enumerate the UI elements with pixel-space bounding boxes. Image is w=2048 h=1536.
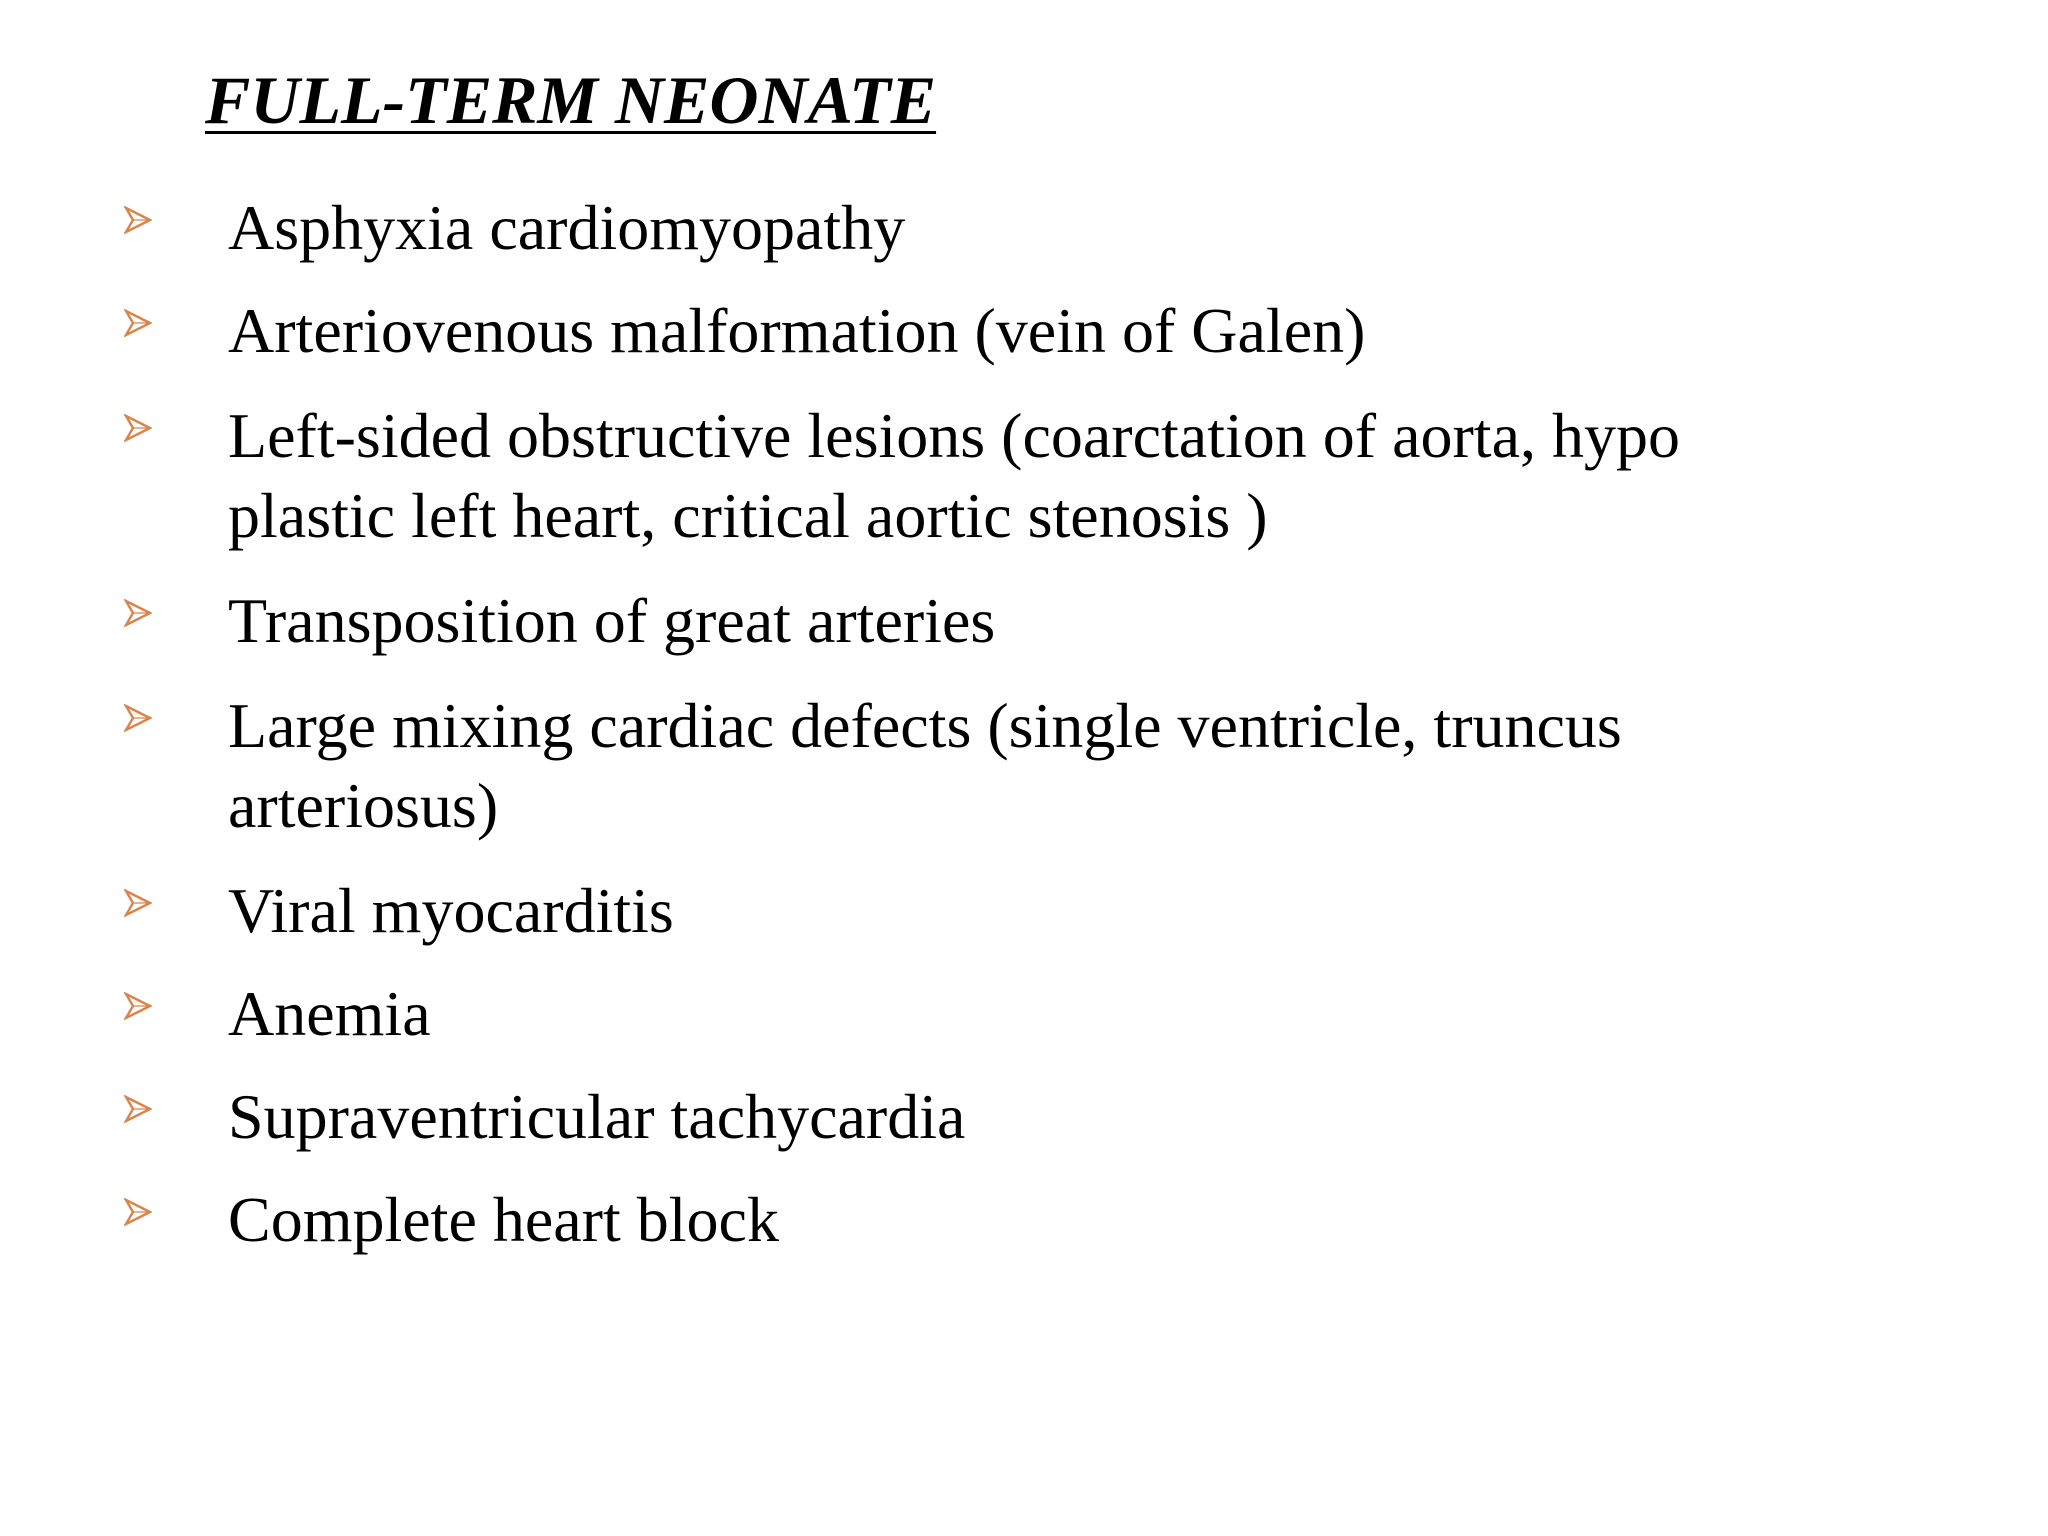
list-item-text (228, 974, 1828, 1054)
arrowhead-bullet-icon (124, 309, 156, 341)
list-item-line: Supraventricular tachycardia (228, 1081, 966, 1152)
list-item-text (228, 291, 1828, 371)
arrowhead-bullet-icon (124, 1198, 156, 1230)
arrowhead-bullet-icon (124, 992, 156, 1024)
arrowhead-bullet-icon (124, 889, 156, 921)
list-item-text (228, 686, 1828, 846)
list-item-text (228, 871, 1828, 951)
list-item-text (228, 581, 1828, 661)
list-item-line: Large mixing cardiac defects (single ventricle, truncus (228, 690, 1622, 761)
list-item-text (228, 188, 1828, 268)
list-item-line: arteriosus) (228, 770, 499, 841)
list-item-line: plastic left heart, critical aortic stenosis ) (228, 480, 1268, 551)
arrowhead-bullet-icon (124, 599, 156, 631)
list-item-line: Viral myocarditis (228, 875, 674, 946)
arrowhead-bullet-icon (124, 414, 156, 446)
list-item-text (228, 396, 1828, 556)
list-item-line: Anemia (228, 978, 431, 1049)
list-item-line: Asphyxia cardiomyopathy (228, 192, 906, 263)
arrowhead-bullet-icon (124, 206, 156, 238)
list-item-line: Transposition of great arteries (228, 585, 996, 656)
list-item-text (228, 1180, 1828, 1260)
arrowhead-bullet-icon (124, 704, 156, 736)
list-item-line: Complete heart block (228, 1184, 779, 1255)
slide-title: FULL-TERM NEONATE (205, 62, 937, 138)
arrowhead-bullet-icon (124, 1095, 156, 1127)
list-item-line: Left-sided obstructive lesions (coarctation of aorta, hypo (228, 400, 1680, 471)
list-item-line: Arteriovenous malformation (vein of Galen) (228, 295, 1366, 366)
list-item-text (228, 1077, 1828, 1157)
